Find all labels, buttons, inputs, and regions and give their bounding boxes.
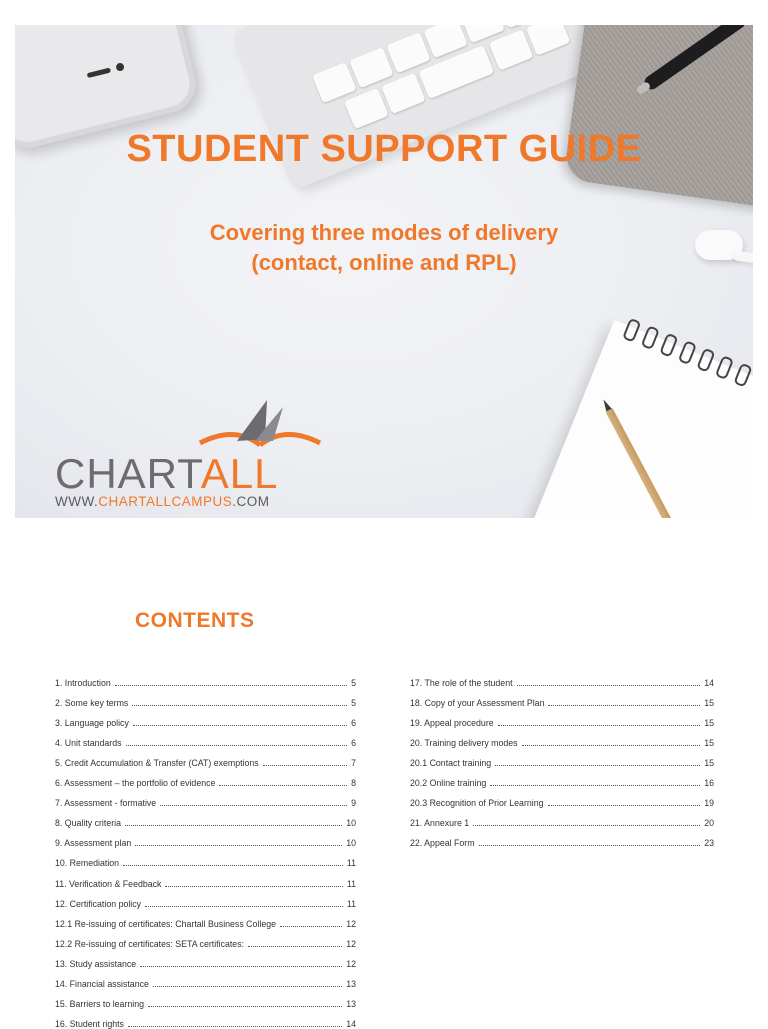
toc-entry-label: 20. Training delivery modes: [410, 738, 518, 749]
toc-entry-label: 10. Remediation: [55, 858, 120, 869]
toc-entry-page: 12: [346, 918, 356, 929]
toc-entry-label: 2. Some key terms: [55, 698, 129, 709]
toc-entry[interactable]: [55, 989, 356, 1009]
toc-entry-page: 15: [704, 758, 714, 769]
toc-entry-page: 5: [351, 678, 356, 689]
toc-entry-label: 5. Credit Accumulation & Transfer (CAT) exemptions: [55, 758, 259, 769]
toc-entry[interactable]: [55, 889, 356, 909]
toc-entry-page: 12: [346, 938, 356, 949]
toc-entry[interactable]: [55, 909, 356, 929]
toc-entry-label: 20.1 Contact training: [410, 758, 492, 769]
toc-entry-label: 11. Verification & Feedback: [55, 878, 162, 889]
toc-entry-label: 12. Certification policy: [55, 898, 142, 909]
toc-entry[interactable]: [410, 728, 714, 748]
toc-entry-page: 10: [346, 838, 356, 849]
logo-wordmark: CHARTALL: [55, 450, 279, 497]
toc-entry-label: 20.3 Recognition of Prior Learning: [410, 798, 544, 809]
toc-entry[interactable]: [410, 748, 714, 768]
toc-leader-dots: [548, 705, 700, 706]
toc-entry-page: 6: [351, 718, 356, 729]
toc-entry-page: 9: [351, 798, 356, 809]
toc-entry-page: 7: [351, 758, 356, 769]
toc-entry-label: 12.1 Re-issuing of certificates: Chartall Business College: [55, 918, 277, 929]
toc-leader-dots: [132, 705, 347, 706]
toc-entry-label: 19. Appeal procedure: [410, 718, 494, 729]
toc-entry-page: 15: [704, 738, 714, 749]
toc-leader-dots: [153, 986, 342, 987]
toc-entry[interactable]: [55, 1009, 356, 1029]
toc-entry-page: 16: [704, 778, 714, 789]
toc-entry[interactable]: [410, 808, 714, 828]
contents-list-left: [55, 668, 356, 1029]
toc-entry-label: 1. Introduction: [55, 678, 111, 689]
toc-leader-dots: [490, 785, 700, 786]
toc-entry[interactable]: [55, 728, 356, 748]
toc-leader-dots: [219, 785, 347, 786]
subtitle-line-2: (contact, online and RPL): [251, 250, 517, 275]
toc-entry-page: 13: [346, 978, 356, 989]
toc-entry[interactable]: [55, 768, 356, 788]
toc-entry-label: 17. The role of the student: [410, 678, 513, 689]
toc-entry-label: 18. Copy of your Assessment Plan: [410, 698, 545, 709]
toc-entry-label: 14. Financial assistance: [55, 978, 149, 989]
toc-entry-page: 15: [704, 718, 714, 729]
toc-leader-dots: [280, 926, 342, 927]
toc-entry-page: 23: [704, 838, 714, 849]
toc-leader-dots: [133, 725, 347, 726]
contents-list-right: [410, 668, 714, 848]
toc-entry[interactable]: [410, 708, 714, 728]
toc-leader-dots: [548, 805, 701, 806]
toc-entry-page: 20: [704, 818, 714, 829]
toc-entry-page: 11: [346, 878, 356, 889]
toc-entry-label: 7. Assessment - formative: [55, 798, 157, 809]
toc-entry[interactable]: [410, 768, 714, 788]
guide-subtitle: [0, 218, 768, 278]
guide-title: STUDENT SUPPORT GUIDE: [126, 128, 642, 170]
toc-leader-dots: [140, 966, 342, 967]
toc-entry-page: 13: [346, 998, 356, 1009]
toc-leader-dots: [495, 765, 700, 766]
toc-leader-dots: [522, 745, 701, 746]
subtitle-line-1: Covering three modes of delivery: [209, 220, 559, 245]
toc-entry-page: 12: [346, 958, 356, 969]
toc-entry[interactable]: [55, 668, 356, 688]
toc-leader-dots: [123, 865, 343, 866]
toc-entry-page: 14: [704, 678, 714, 689]
toc-leader-dots: [135, 845, 342, 846]
toc-leader-dots: [125, 825, 342, 826]
toc-entry-label: 15. Barriers to learning: [55, 998, 144, 1009]
toc-entry[interactable]: [410, 668, 714, 688]
toc-entry[interactable]: [55, 708, 356, 728]
toc-entry[interactable]: [55, 688, 356, 708]
toc-entry-label: 21. Annexure 1: [410, 818, 470, 829]
toc-entry-page: 19: [704, 798, 714, 809]
fabric-pouch-illustration: [563, 25, 753, 209]
toc-entry-page: 11: [346, 858, 356, 869]
toc-entry[interactable]: [55, 949, 356, 969]
toc-entry[interactable]: [55, 828, 356, 848]
toc-entry-label: 20.2 Online training: [410, 778, 487, 789]
toc-entry-page: 6: [351, 738, 356, 749]
toc-entry-page: 5: [351, 698, 356, 709]
toc-entry-page: 10: [346, 818, 356, 829]
toc-entry[interactable]: [55, 788, 356, 808]
toc-entry-page: 15: [704, 698, 714, 709]
toc-leader-dots: [248, 946, 342, 947]
toc-entry[interactable]: [55, 808, 356, 828]
toc-leader-dots: [126, 745, 348, 746]
toc-entry[interactable]: [55, 848, 356, 868]
toc-leader-dots: [498, 725, 701, 726]
toc-leader-dots: [160, 805, 347, 806]
toc-entry[interactable]: [410, 688, 714, 708]
toc-entry-label: 8. Quality criteria: [55, 818, 121, 829]
toc-entry[interactable]: [55, 868, 356, 888]
toc-leader-dots: [128, 1026, 342, 1027]
toc-entry-label: 12.2 Re-issuing of certificates: SETA certificates:: [55, 938, 245, 949]
toc-leader-dots: [165, 886, 342, 887]
toc-entry-label: 4. Unit standards: [55, 738, 122, 749]
toc-entry-page: 8: [351, 778, 356, 789]
toc-entry-page: 11: [346, 898, 356, 909]
toc-entry-label: 9. Assessment plan: [55, 838, 132, 849]
toc-leader-dots: [517, 685, 701, 686]
contents-heading: CONTENTS: [135, 609, 255, 632]
toc-leader-dots: [115, 685, 347, 686]
toc-entry[interactable]: [55, 929, 356, 949]
toc-entry[interactable]: [55, 969, 356, 989]
toc-entry-label: 3. Language policy: [55, 718, 129, 729]
toc-entry[interactable]: [410, 828, 714, 848]
logo-website: WWW.CHARTALLCAMPUS.COM: [55, 494, 270, 509]
toc-leader-dots: [148, 1006, 342, 1007]
toc-entry[interactable]: [410, 788, 714, 808]
toc-leader-dots: [145, 906, 343, 907]
toc-leader-dots: [473, 825, 700, 826]
toc-leader-dots: [479, 845, 701, 846]
toc-entry-label: 6. Assessment – the portfolio of evidence: [55, 778, 216, 789]
toc-entry-label: 16. Student rights: [55, 1018, 124, 1029]
toc-entry-page: 14: [346, 1018, 356, 1029]
toc-entry-label: 13. Study assistance: [55, 958, 137, 969]
toc-leader-dots: [263, 765, 347, 766]
toc-entry[interactable]: [55, 748, 356, 768]
toc-entry-label: 22. Appeal Form: [410, 838, 475, 849]
chartall-logo: [55, 395, 355, 515]
notebook-illustration: [513, 320, 753, 518]
